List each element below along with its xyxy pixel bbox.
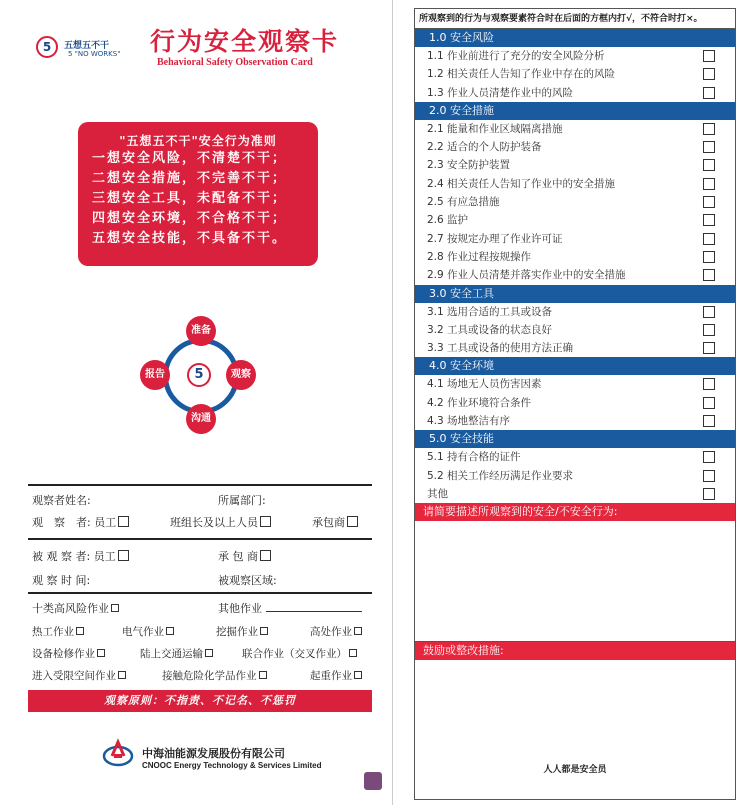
checklist-item bbox=[415, 193, 735, 211]
time-label: 观 察 时 间: bbox=[32, 574, 91, 587]
logo-cn: 五想五不干 bbox=[64, 41, 110, 51]
checklist-checkbox[interactable] bbox=[703, 415, 715, 427]
cnooc-logo-icon bbox=[102, 738, 134, 770]
observer-name-label: 观察者姓名: bbox=[32, 494, 91, 507]
checklist-item-label: 4.3 场地整洁有序 bbox=[427, 415, 511, 428]
employee-checkbox[interactable] bbox=[118, 516, 129, 527]
five-logo-icon: 5 bbox=[36, 36, 58, 58]
checklist-item bbox=[415, 248, 735, 266]
checklist-item bbox=[415, 120, 735, 138]
section-header: 5.0 安全技能 bbox=[415, 430, 735, 448]
work-type-checkbox[interactable] bbox=[260, 627, 268, 635]
checklist-item-label: 4.1 场地无人员伤害因素 bbox=[427, 378, 542, 391]
checklist-checkbox[interactable] bbox=[703, 397, 715, 409]
work-type-label: 挖掘作业 bbox=[216, 626, 258, 638]
checklist-item bbox=[415, 230, 735, 248]
cycle-node-prepare: 准备 bbox=[186, 316, 216, 346]
describe-field[interactable] bbox=[415, 521, 735, 642]
checklist-checkbox[interactable] bbox=[703, 196, 715, 208]
checklist-item bbox=[415, 303, 735, 321]
encourage-label: 鼓励或整改措施: bbox=[415, 642, 735, 660]
checklist-checkbox[interactable] bbox=[703, 470, 715, 482]
employee-label: 员工 bbox=[94, 516, 117, 529]
checklist-checkbox[interactable] bbox=[703, 324, 715, 336]
contractor-checkbox[interactable] bbox=[347, 516, 358, 527]
checklist-item bbox=[415, 339, 735, 357]
observed-contractor-checkbox[interactable] bbox=[260, 550, 271, 561]
team-leader-checkbox[interactable] bbox=[260, 516, 271, 527]
company-name-cn: 中海油能源发展股份有限公司 bbox=[142, 747, 285, 760]
work-type-label: 联合作业（交叉作业） bbox=[242, 648, 347, 660]
checklist-item bbox=[415, 175, 735, 193]
principle-banner: 观察原则：不指责、不记名、不惩罚 bbox=[28, 690, 372, 712]
principles-box bbox=[78, 122, 318, 266]
cycle-center-icon: 5 bbox=[187, 363, 211, 387]
observed-label: 被 观 察 者: bbox=[32, 550, 91, 563]
checklist-item-label: 2.4 相关责任人告知了作业中的安全措施 bbox=[427, 177, 616, 190]
checklist-item bbox=[415, 321, 735, 339]
other-work-field[interactable] bbox=[266, 602, 362, 612]
checklist-checkbox[interactable] bbox=[703, 123, 715, 135]
checklist-item-label: 1.2 相关责任人告知了作业中存在的风险 bbox=[427, 68, 616, 81]
checklist-item bbox=[415, 84, 735, 102]
checklist-item-label: 1.1 作业前进行了充分的安全风险分析 bbox=[427, 50, 605, 62]
checklist-checkbox[interactable] bbox=[703, 50, 715, 62]
checklist-item-label: 2.9 作业人员清楚并落实作业中的安全措施 bbox=[427, 269, 626, 282]
company-name-en: CNOOC Energy Technology & Services Limited bbox=[142, 761, 322, 770]
checklist-checkbox[interactable] bbox=[703, 342, 715, 354]
section-header: 4.0 安全环境 bbox=[415, 357, 735, 375]
checklist-item-label: 5.2 相关工作经历满足作业要求 bbox=[427, 469, 574, 482]
checklist-checkbox[interactable] bbox=[703, 451, 715, 463]
work-type-label: 陆上交通运输 bbox=[140, 648, 203, 660]
section-header: 3.0 安全工具 bbox=[415, 285, 735, 303]
work-type-checkbox[interactable] bbox=[349, 649, 357, 657]
checklist-checkbox[interactable] bbox=[703, 488, 715, 500]
principle-line: 二想安全措施，不完善不干； bbox=[92, 171, 288, 186]
work-type-label: 热工作业 bbox=[32, 626, 74, 638]
checklist-item bbox=[415, 138, 735, 156]
checklist-item bbox=[415, 65, 735, 83]
section-header: 1.0 安全风险 bbox=[415, 29, 735, 47]
checklist-item-label: 2.2 适合的个人防护装备 bbox=[427, 141, 542, 154]
checklist-checkbox[interactable] bbox=[703, 68, 715, 80]
checklist-checkbox[interactable] bbox=[703, 233, 715, 245]
checklist-checkbox[interactable] bbox=[703, 251, 715, 263]
card-back bbox=[414, 8, 736, 800]
logo-en: 5 "NO WORKS" bbox=[68, 50, 121, 58]
checklist-checkbox[interactable] bbox=[703, 178, 715, 190]
principle-line: 五想安全技能，不具备不干。 bbox=[92, 231, 288, 246]
checklist-item-label: 4.2 作业环境符合条件 bbox=[427, 396, 532, 409]
checklist-item bbox=[415, 47, 735, 65]
checklist bbox=[415, 29, 735, 503]
checklist-item-label: 3.1 选用合适的工具或设备 bbox=[427, 305, 553, 318]
high-risk-checkbox[interactable] bbox=[111, 604, 119, 612]
checklist-item-label: 2.1 能量和作业区域隔离措施 bbox=[427, 122, 563, 135]
observer-label: 观 察 者: bbox=[32, 516, 91, 529]
checklist-item bbox=[415, 467, 735, 485]
checklist-item-label: 3.2 工具或设备的状态良好 bbox=[427, 323, 553, 336]
work-type-checkbox[interactable] bbox=[205, 649, 213, 657]
checklist-item-label: 2.5 有应急措施 bbox=[427, 196, 500, 209]
card-title-en: Behavioral Safety Observation Card bbox=[157, 57, 313, 68]
other-work-label: 其他作业 bbox=[218, 602, 262, 615]
cycle-node-report: 报告 bbox=[140, 360, 170, 390]
checklist-item-label: 2.8 作业过程按规操作 bbox=[427, 250, 532, 263]
team-leader-label: 班组长及以上人员 bbox=[170, 516, 258, 529]
checklist-checkbox[interactable] bbox=[703, 141, 715, 153]
checklist-checkbox[interactable] bbox=[703, 87, 715, 99]
work-type-checkbox[interactable] bbox=[76, 627, 84, 635]
observed-employee-label: 员工 bbox=[93, 550, 116, 563]
checklist-item-label: 2.6 监护 bbox=[427, 214, 469, 227]
footer-slogan: 人人都是安全员 bbox=[543, 765, 607, 775]
checklist-item-label: 2.7 按规定办理了作业许可证 bbox=[427, 232, 563, 245]
work-type-checkbox[interactable] bbox=[118, 671, 126, 679]
work-type-label: 设备检修作业 bbox=[32, 648, 95, 660]
cycle-node-communicate: 沟通 bbox=[186, 404, 216, 434]
work-type-checkbox[interactable] bbox=[354, 627, 362, 635]
checklist-item bbox=[415, 485, 735, 503]
checklist-item bbox=[415, 448, 735, 466]
checklist-checkbox[interactable] bbox=[703, 378, 715, 390]
checklist-item bbox=[415, 266, 735, 284]
checklist-item bbox=[415, 375, 735, 393]
checklist-item-label: 3.3 工具或设备的使用方法正确 bbox=[427, 342, 574, 355]
department-label: 所属部门: bbox=[218, 494, 266, 507]
observed-employee-checkbox[interactable] bbox=[118, 550, 129, 561]
work-type-label: 电气作业 bbox=[122, 626, 164, 638]
checklist-checkbox[interactable] bbox=[703, 306, 715, 318]
work-type-checkbox[interactable] bbox=[354, 671, 362, 679]
checklist-checkbox[interactable] bbox=[703, 269, 715, 281]
checklist-item bbox=[415, 412, 735, 430]
checklist-checkbox[interactable] bbox=[703, 159, 715, 171]
work-type-label: 接触危险化学品作业 bbox=[162, 670, 257, 682]
principle-line: 一想安全风险，不清楚不干； bbox=[92, 151, 288, 166]
instruction-text: 所观察到的行为与观察要素符合时在后面的方框内打√，不符合时打×。 bbox=[415, 9, 735, 29]
area-label: 被观察区域: bbox=[218, 574, 277, 587]
checklist-item-label: 5.1 持有合格的证件 bbox=[427, 451, 521, 464]
work-type-label: 进入受限空间作业 bbox=[32, 670, 116, 682]
describe-label: 请简要描述所观察到的安全/不安全行为: bbox=[415, 503, 735, 521]
principle-line: 三想安全工具，未配备不干； bbox=[92, 191, 288, 206]
contractor-label: 承包商 bbox=[312, 516, 345, 529]
checklist-item bbox=[415, 156, 735, 174]
checklist-item-label: 其他 bbox=[427, 487, 448, 500]
high-risk-label: 十类高风险作业 bbox=[32, 602, 109, 615]
checklist-item bbox=[415, 394, 735, 412]
cycle-node-observe: 观察 bbox=[226, 360, 256, 390]
work-type-label: 高处作业 bbox=[310, 626, 352, 638]
observed-contractor-label: 承 包 商 bbox=[218, 550, 258, 563]
checklist-item-label: 1.3 作业人员清楚作业中的风险 bbox=[427, 86, 574, 99]
checklist-item bbox=[415, 211, 735, 229]
work-type-label: 起重作业 bbox=[310, 670, 352, 682]
work-type-checkbox[interactable] bbox=[259, 671, 267, 679]
work-type-checkbox[interactable] bbox=[97, 649, 105, 657]
badge-icon bbox=[364, 772, 382, 790]
principles-header: "五想五不干"安全行为准则 bbox=[119, 134, 277, 148]
checklist-item-label: 2.3 安全防护装置 bbox=[427, 159, 511, 172]
card-title-cn: 行为安全观察卡 bbox=[150, 27, 340, 56]
checklist-checkbox[interactable] bbox=[703, 214, 715, 226]
section-header: 2.0 安全措施 bbox=[415, 102, 735, 120]
principle-line: 四想安全环境，不合格不干； bbox=[92, 211, 288, 226]
work-type-checkbox[interactable] bbox=[166, 627, 174, 635]
